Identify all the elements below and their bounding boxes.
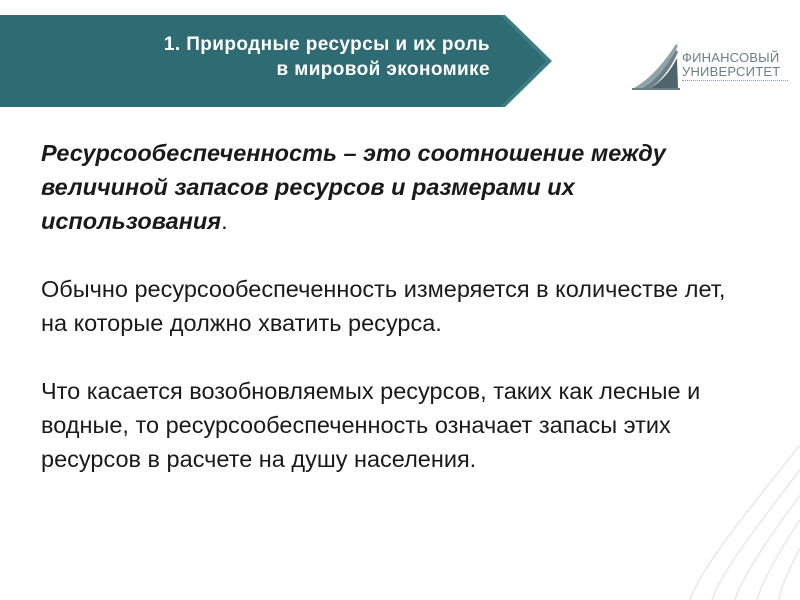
logo-text-line1: ФИНАНСОВЫЙ xyxy=(682,50,780,65)
logo-text-line2: УНИВЕРСИТЕТ xyxy=(682,64,781,79)
renewable-resources-paragraph: Что касается возобновляемых ресурсов, таких как лесные и водные, то ресурсообеспеченность означает запасы этих ресурсов в расчете на душу населения. xyxy=(41,378,701,472)
definition-text: Ресурсообеспеченность – это соотношение между величиной запасов ресурсов и размерами их использования xyxy=(41,140,666,234)
university-logo xyxy=(632,40,792,92)
measurement-paragraph: Обычно ресурсообеспеченность измеряется в количестве лет, на которые должно хватить ресурса. xyxy=(41,276,726,336)
logo-emblem-icon xyxy=(632,40,680,92)
slide-title xyxy=(0,32,490,82)
definition-paragraph xyxy=(41,136,731,238)
slide-content xyxy=(41,136,731,476)
slide-title-line2: в мировой экономике xyxy=(276,59,490,80)
slide-title-line1: 1. Природные ресурсы и их роль xyxy=(163,34,490,55)
logo-subtitle-line xyxy=(682,80,788,86)
definition-period: . xyxy=(221,208,228,234)
